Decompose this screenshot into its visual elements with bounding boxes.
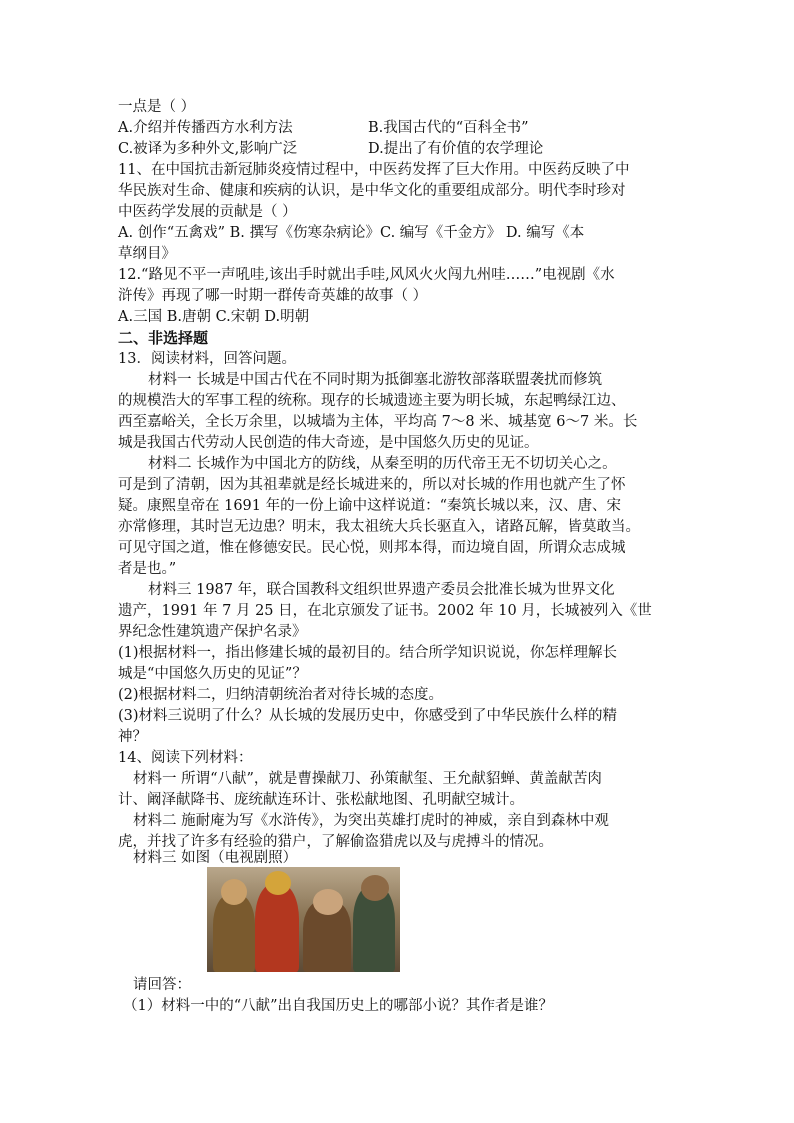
q14-material-2-line2: 虎，并找了许多有经验的猎户，了解偷盗猎虎以及与虎搏斗的情况。: [118, 834, 553, 850]
material-1-line4: 城是我国古代劳动人民创造的伟大奇迹，是中国悠久历史的见证。: [118, 435, 539, 451]
sub-question-3: (3)材料三说明了什么？从长城的发展历史中，你感受到了中华民族什么样的精: [118, 708, 618, 724]
material-2: 材料二 长城作为中国北方的防线，从秦至明的历代帝王无不切切关心之。: [148, 456, 617, 472]
material-2-line4: 亦常修理，其时岂无边患？明末，我太祖统大兵长驱直入，诸路瓦解，皆莫敢当。: [118, 519, 640, 535]
sub-question-3-line2: 神？: [118, 729, 147, 745]
question-12: 12.“路见不平一声吼哇,该出手时就出手哇,风风火火闯九州哇……”电视剧《水: [118, 267, 615, 283]
material-2-line2: 可是到了清朝，因为其祖辈就是经长城进来的，所以对长城的作用也就产生了怀: [118, 477, 626, 493]
figure-monkey: [213, 894, 255, 972]
option-c: C.被译为多种外文,影响广泛: [118, 141, 298, 157]
q14-material-3: 材料三 如图（电视剧照）: [133, 850, 298, 866]
q14-sub-question-1: （1）材料一中的“八献”出自我国历史上的哪部小说？其作者是谁？: [123, 998, 554, 1014]
question-11-options: A. 创作“五禽戏” B. 撰写《伤寒杂病论》C. 编写《千金方》 D. 编写《本: [118, 225, 585, 241]
material-3: 材料三 1987 年，联合国教科文组织世界遗产委员会批准长城为世界文化: [148, 582, 615, 598]
option-a: A.介绍并传播西方水利方法: [118, 120, 293, 136]
question-11: 11、在中国抗击新冠肺炎疫情过程中，中医药发挥了巨大作用。中医药反映了中: [118, 162, 630, 178]
q14-material-2: 材料二 施耐庵为写《水浒传》，为突出英雄打虎时的神威，亲自到森林中观: [133, 813, 609, 829]
question-12-options: A.三国 B.唐朝 C.宋朝 D.明朝: [118, 309, 310, 325]
q14-material-1-line2: 计、阚泽献降书、庞统献连环计、张松献地图、孔明献空城计。: [118, 792, 524, 808]
q14-material-1: 材料一 所谓“八献”，就是曹操献刀、孙策献玺、王允献貂蝉、黄盖献苦肉: [133, 771, 602, 787]
material-2-line3: 疑。康熙皇帝在 1691 年的一份上谕中这样说道：“秦筑长城以来，汉、唐、宋: [118, 498, 622, 514]
material-3-line2: 遗产，1991 年 7 月 25 日，在北京颁发了证书。2002 年 10 月，长城被列入《世: [118, 603, 652, 619]
material-3-line3: 界纪念性建筑遗产保护名录》: [118, 624, 307, 640]
options-row-ab: [118, 118, 678, 138]
question-12-line2: 浒传》再现了哪一时期一群传奇英雄的故事（ ）: [118, 288, 428, 304]
figure-monk: [255, 884, 299, 972]
material-2-line6: 者是也。”: [118, 561, 177, 577]
question-11-line3: 中医药学发展的贡献是（ ）: [118, 204, 297, 220]
material-1-line3: 西至嘉峪关，全长万余里，以城墙为主体，平均高 7～8 米、城基宽 6～7 米。长: [118, 414, 638, 430]
sub-question-1: (1)根据材料一，指出修建长城的最初目的。结合所学知识说说，你怎样理解长: [118, 645, 618, 661]
answer-prompt: 请回答：: [133, 977, 191, 993]
tv-drama-still-photo: [207, 867, 400, 972]
material-1-line2: 的规模浩大的军事工程的统称。现存的长城遗迹主要为明长城，东起鸭绿江边、: [118, 393, 626, 409]
question-10-stem-end: 一点是（ ）: [118, 99, 196, 115]
question-11-line2: 华民族对生命、健康和疾病的认识，是中华文化的重要组成部分。明代李时珍对: [118, 183, 626, 199]
option-d: D.提出了有价值的农学理论: [368, 141, 544, 157]
sub-question-1-line2: 城是“中国悠久历史的见证”？: [118, 666, 307, 682]
question-13: 13．阅读材料，回答问题。: [118, 351, 296, 367]
option-b: B.我国古代的“百科全书”: [368, 120, 529, 136]
material-2-line5: 可见守国之道，惟在修德安民。民心悦，则邦本得，而边境自固，所谓众志成城: [118, 540, 626, 556]
material-1: 材料一 长城是中国古代在不同时期为抵御塞北游牧部落联盟袭扰而修筑: [148, 372, 603, 388]
section-heading: 二、非选择题: [118, 329, 209, 347]
question-11-options-cont: 草纲目》: [118, 246, 176, 262]
options-row-cd: [118, 139, 678, 159]
question-14: 14、阅读下列材料：: [118, 750, 253, 766]
sub-question-2: (2)根据材料二，归纳清朝统治者对待长城的态度。: [118, 687, 444, 703]
